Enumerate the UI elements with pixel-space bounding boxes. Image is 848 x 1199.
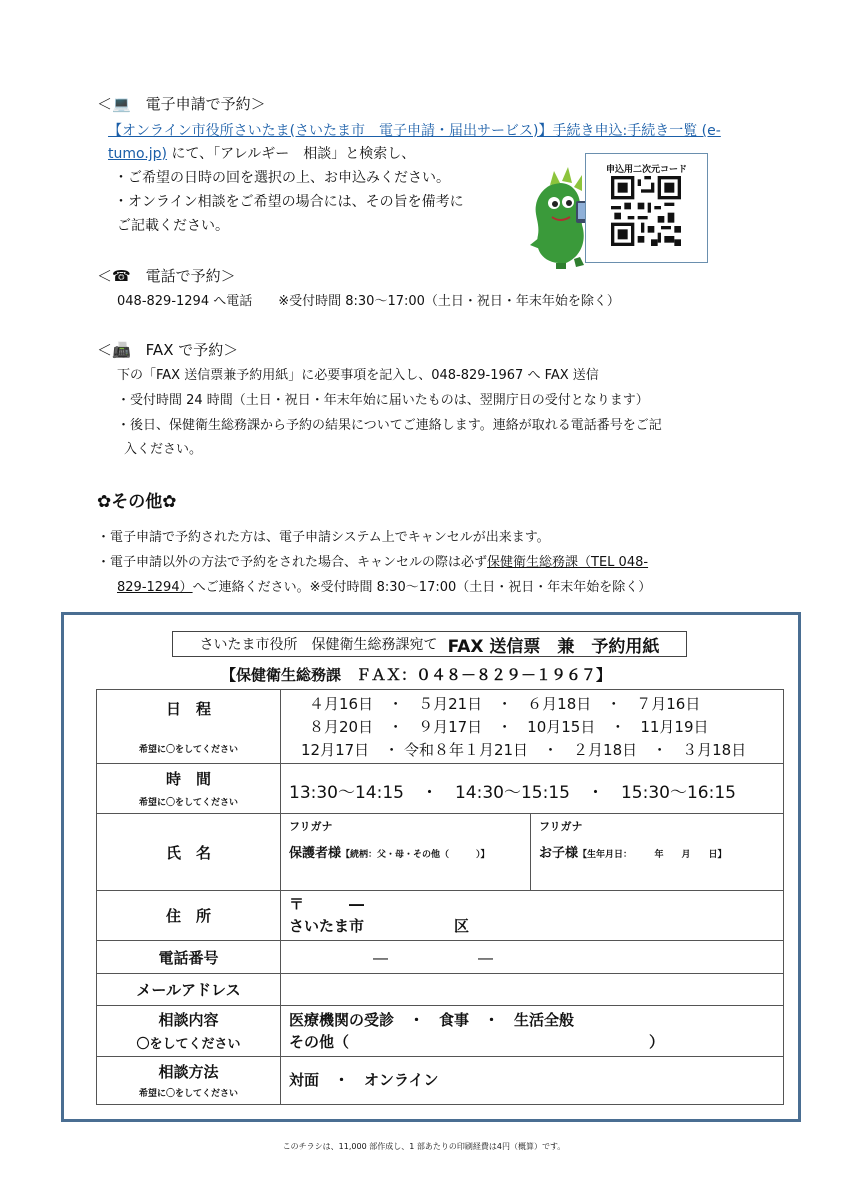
schedule-row[interactable]: 12月17日 ・ 令和８年１月21日 ・ ２月18日 ・ ３月18日 [301,741,747,759]
child-furigana: フリガナ [539,820,583,833]
phone-label: 電話番号 [158,948,219,967]
other-line2-text: ・電子申請以外の方法で予約をされた場合、キャンセルの際は必ず [97,555,488,570]
method-sub: 希望に〇をしてください [138,1089,238,1099]
time-options[interactable]: 13:30～14:15 ・ 14:30～15:15 ・ 15:30～16:15 [281,764,784,814]
consult-other[interactable]: その他（ ） [289,1033,665,1051]
consult-options[interactable]: 医療機関の受診 ・ 食事 ・ 生活全般 [289,1011,575,1029]
address-field[interactable] [281,891,784,941]
time-sub: 希望に〇をしてください [138,798,238,808]
child-label: お子様 [539,846,579,861]
other-tel-underlined-cont: 829-1294） [117,580,193,595]
consult-label: 相談内容 [158,1011,219,1029]
name-label-cell [97,814,281,891]
guardian-relation: 【続柄：父・母・その他（ ）】 [341,850,490,860]
schedule-row[interactable]: ８月20日 ・ ９月17日 ・ 10月15日 ・ 11月19日 [309,718,709,736]
fax-line1: 下の「FAX 送信票兼予約用紙」に必要事項を記入し、048-829-1967 へ FAX 送信 [117,368,599,383]
address-label: 住 所 [165,907,211,925]
consult-sub: 〇をしてください [136,1037,241,1052]
qr-code-box [585,153,708,263]
electronic-line1 [108,120,721,140]
qr-caption: 申込用二次元コード [605,165,687,175]
consult-label-cell [97,1006,281,1057]
phone-field[interactable]: ― ― [281,941,784,974]
name-label: 氏 名 [165,843,211,862]
child-birthdate: 【生年月日： 年 月 日】 [578,850,727,860]
method-options[interactable]: 対面 ・ オンライン [281,1057,784,1105]
phone-label-cell [97,941,281,974]
reservation-form-table [96,689,784,1105]
fax-line4: 入ください。 [124,442,203,457]
time-label-cell [97,764,281,814]
method-label-cell [97,1057,281,1105]
time-label: 時 間 [165,770,211,788]
other-heading: ✿その他✿ [97,492,177,512]
email-label: メールアドレス [136,981,241,999]
fax-line2: ・受付時間 24 時間（土日・祝日・年末年始に届いたものは、翌開庁日の受付となります） [117,393,649,408]
guardian-name-field[interactable] [281,814,531,891]
search-instruction: にて、「アレルギー 相談」と検索し、 [167,146,416,162]
schedule-sub: 希望に〇をしてください [138,745,238,755]
other-tel-underlined: 保健衛生総務課（TEL 048- [487,555,649,570]
other-line1: ・電子申請で予約された方は、電子申請システム上でキャンセルが出来ます。 [97,530,550,545]
guardian-furigana: フリガナ [289,820,333,833]
qr-code-icon[interactable] [611,176,681,246]
email-label-cell [97,974,281,1006]
eservice-link-cont[interactable]: tumo.jp) [108,146,168,162]
electronic-line4: ご記載ください。 [117,218,229,234]
postal-code[interactable]: 〒 ― [289,895,365,913]
address-city[interactable]: さいたま市 区 [289,917,470,935]
form-title-recipient: さいたま市役所 保健衛生総務課宛て [199,637,438,653]
schedule-options-cell[interactable] [281,690,784,764]
fax-line3: ・後日、保健衛生総務課から予約の結果についてご連絡します。連絡が取れる電話番号をご記 [117,418,662,433]
electronic-line2: ・ご希望の日時の回を選択の上、お申込みください。 [114,170,450,186]
eservice-link[interactable]: 【オンライン市役所さいたま(さいたま市 電子申請・届出サービス)】手続き申込:手続き一覧 (e- [108,123,721,139]
electronic-line3: ・オンライン相談をご希望の場合には、その旨を備考に [114,194,464,210]
guardian-label: 保護者様 [289,846,342,861]
form-title-main: FAX 送信票 兼 予約用紙 [447,636,660,657]
print-cost-note: このチラシは、11,000 部作成し、1 部あたりの印刷経費は4円（概算）です。 [282,1142,566,1151]
form-title [172,631,687,657]
schedule-label: 日 程 [165,700,211,718]
method-label: 相談方法 [158,1063,219,1081]
consult-options-cell[interactable] [281,1006,784,1057]
email-field[interactable] [281,974,784,1006]
address-label-cell [97,891,281,941]
electronic-heading: ＜💻 電子申請で予約＞ [97,95,266,113]
phone-line: 048-829-1294 へ電話 ※受付時間 8:30～17:00（土日・祝日・年末年始を除く） [117,294,620,309]
other-line2 [97,551,648,570]
electronic-line1b [108,143,415,163]
other-line3 [117,576,651,595]
phone-heading: ＜☎ 電話で予約＞ [97,267,236,285]
form-fax-number: 【保健衛生総務課 ＦＡＸ：０４８－８２９－１９６７】 [221,666,612,684]
schedule-row[interactable]: ４月16日 ・ ５月21日 ・ ６月18日 ・ ７月16日 [309,695,701,713]
child-name-field[interactable] [531,814,784,891]
fax-heading: ＜📠 FAX で予約＞ [97,341,239,359]
schedule-label-cell [97,690,281,764]
other-line3-text: へご連絡ください。※受付時間 8:30～17:00（土日・祝日・年末年始を除く） [192,580,652,595]
